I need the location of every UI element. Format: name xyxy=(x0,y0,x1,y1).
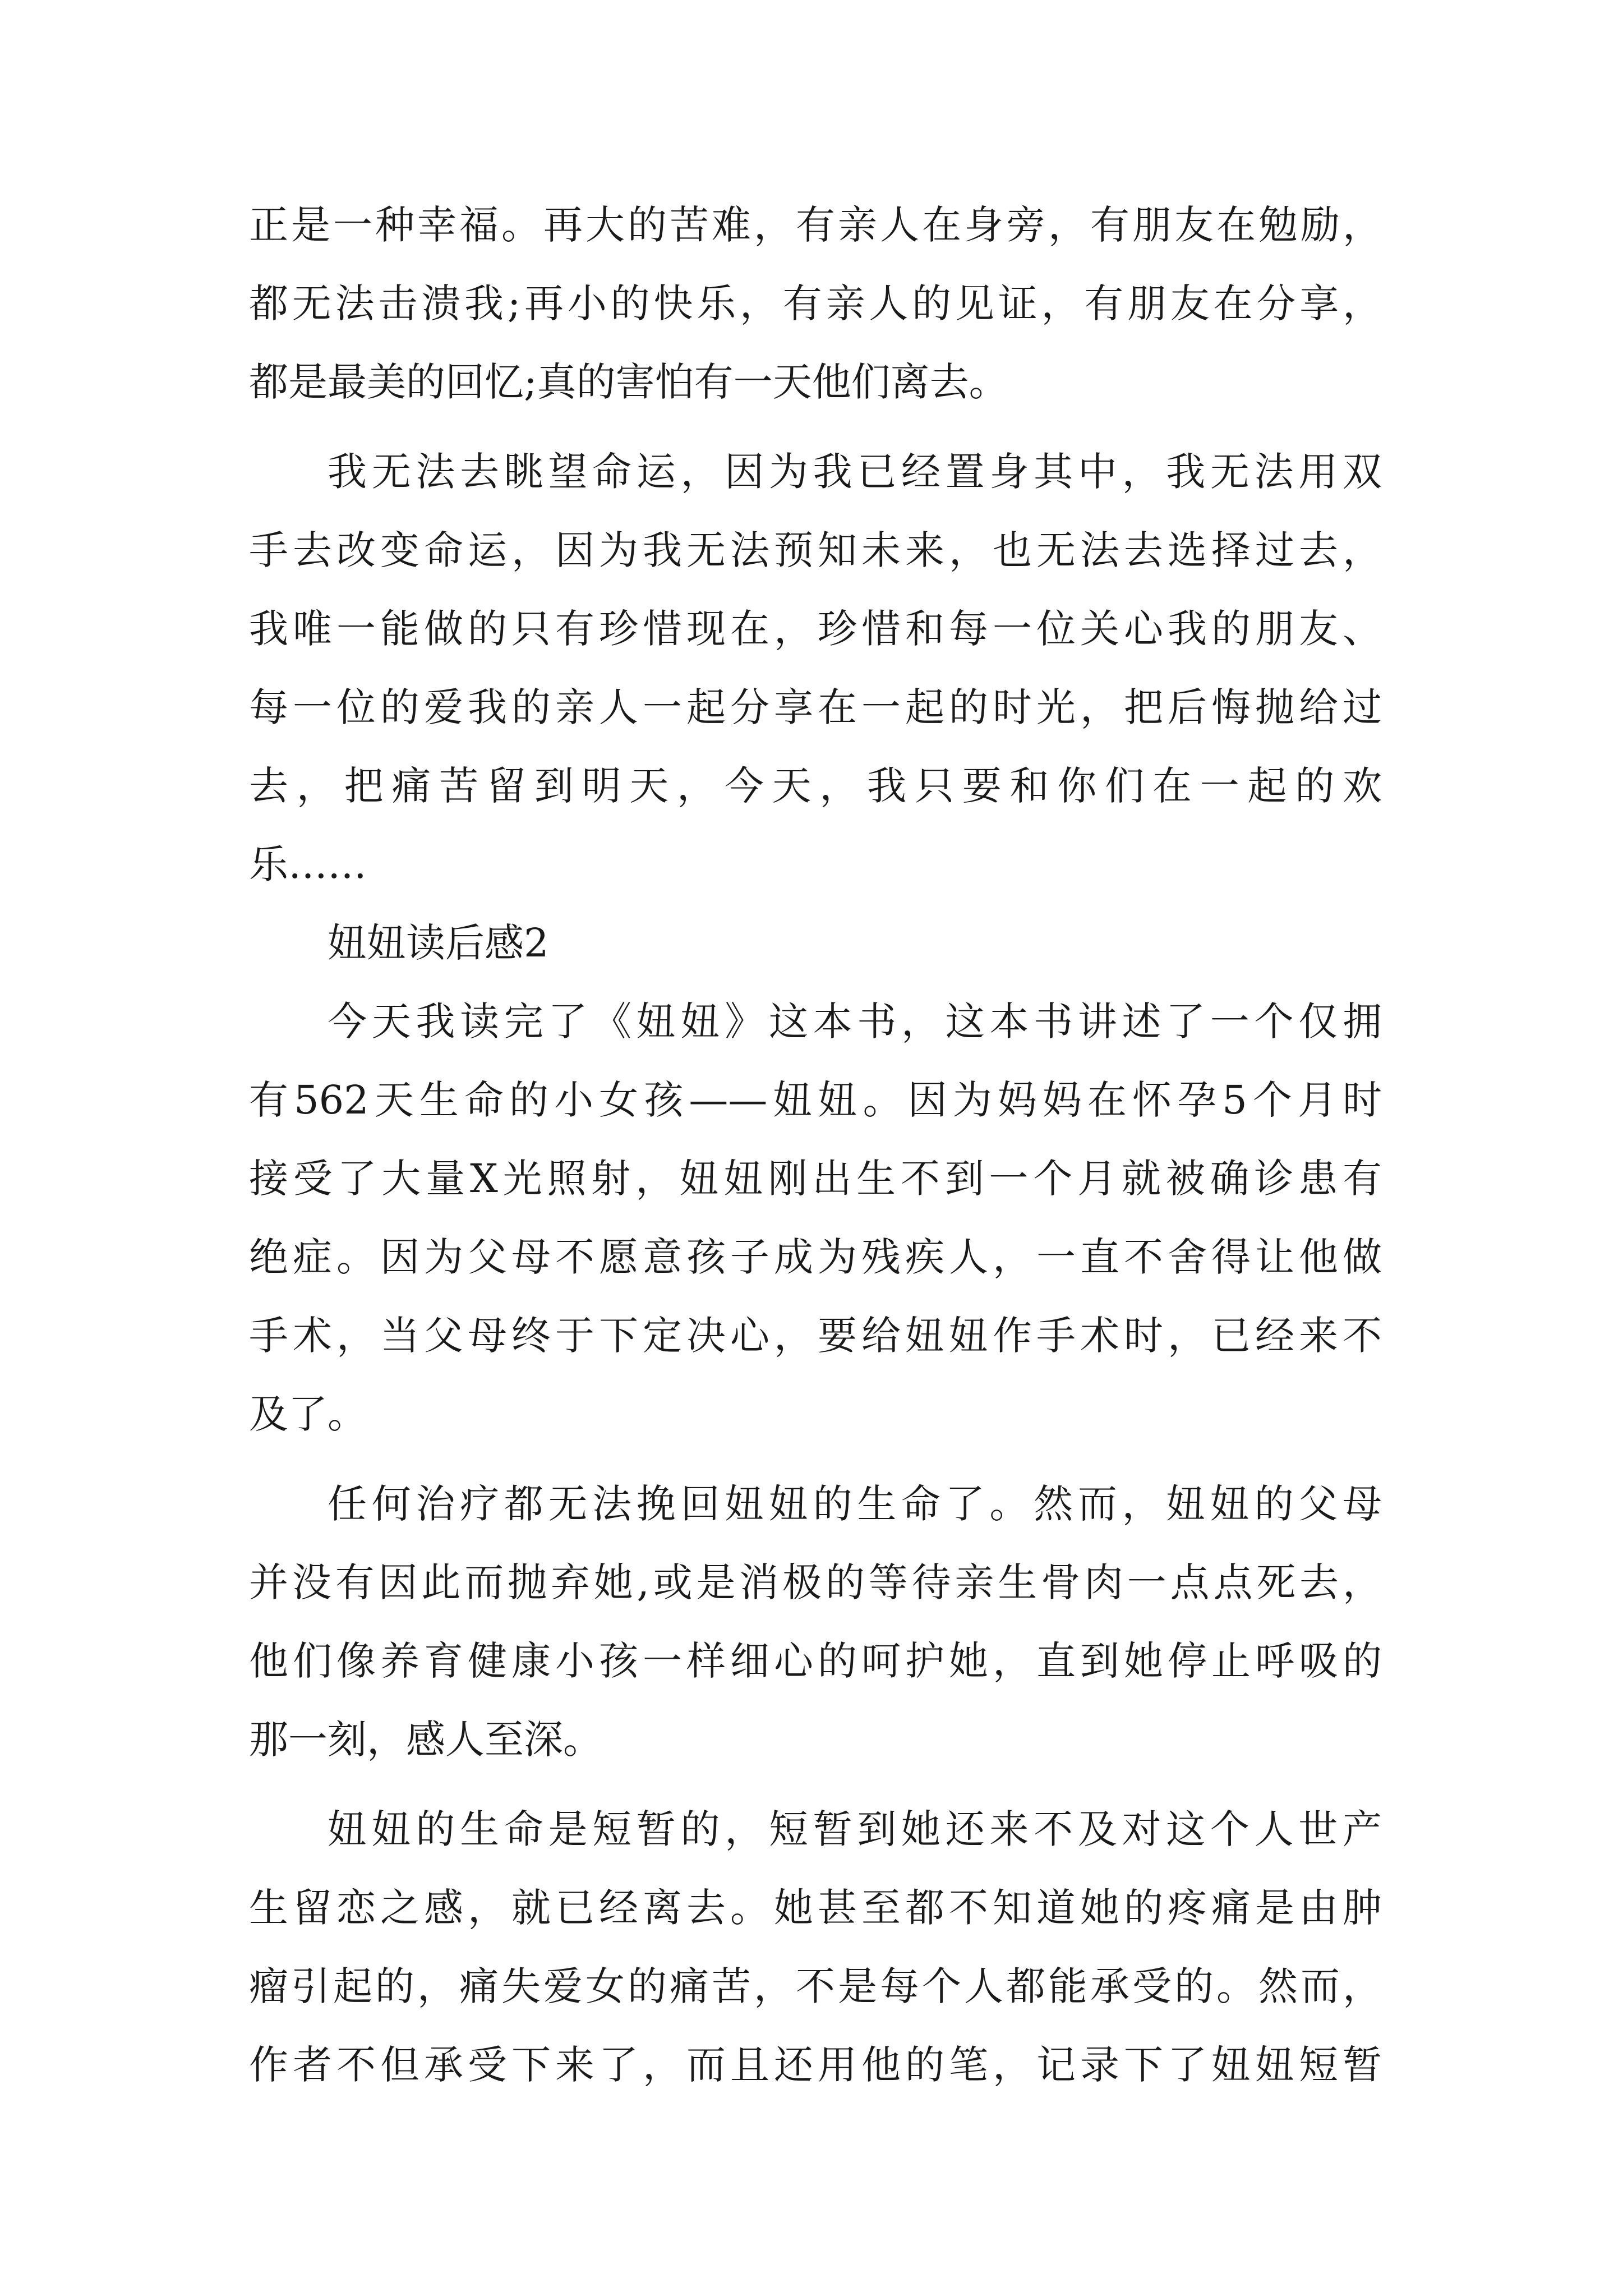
text-line-18: 并没有因此而抛弃她,或是消极的等待亲生骨肉一点点死去， xyxy=(249,1559,1382,1605)
text-line-5: 手去改变命运，因为我无法预知未来，也无法去选择过去， xyxy=(249,527,1382,573)
text-line-24: 作者不但承受下来了，而且还用他的笔，记录下了妞妞短暂 xyxy=(249,2042,1382,2088)
text-line-11: 今天我读完了《妞妞》这本书，这本书讲述了一个仅拥 xyxy=(328,999,1382,1045)
text-line-7: 每一位的爱我的亲人一起分享在一起的时光，把后悔抛给过 xyxy=(249,684,1382,730)
text-line-2: 都无法击溃我;再小的快乐，有亲人的见证，有朋友在分享， xyxy=(249,280,1382,326)
text-line-12: 有562天生命的小女孩——妞妞。因为妈妈在怀孕5个月时 xyxy=(249,1077,1382,1123)
text-line-22: 生留恋之感，就已经离去。她甚至都不知道她的疼痛是由肿 xyxy=(249,1885,1382,1931)
text-line-17: 任何治疗都无法挽回妞妞的生命了。然而，妞妞的父母 xyxy=(328,1481,1382,1527)
text-line-15: 手术，当父母终于下定决心，要给妞妞作手术时，已经来不 xyxy=(249,1313,1382,1359)
text-line-14: 绝症。因为父母不愿意孩子成为残疾人，一直不舍得让他做 xyxy=(249,1234,1382,1280)
text-line-1: 正是一种幸福。再大的苦难，有亲人在身旁，有朋友在勉励， xyxy=(249,202,1382,248)
text-line-4: 我无法去眺望命运，因为我已经置身其中，我无法用双 xyxy=(328,449,1382,495)
text-line-9: 乐…… xyxy=(249,841,367,887)
text-line-13: 接受了大量X光照射，妞妞刚出生不到一个月就被确诊患有 xyxy=(249,1156,1382,1202)
text-line-3: 都是最美的回忆;真的害怕有一天他们离去。 xyxy=(249,359,1008,405)
text-line-19: 他们像养育健康小孩一样细心的呵护她，直到她停止呼吸的 xyxy=(249,1638,1382,1684)
text-line-21: 妞妞的生命是短暂的，短暂到她还来不及对这个人世产 xyxy=(328,1806,1382,1852)
text-line-23: 瘤引起的，痛失爱女的痛苦，不是每个人都能承受的。然而， xyxy=(249,1963,1382,2009)
text-line-6: 我唯一能做的只有珍惜现在，珍惜和每一位关心我的朋友、 xyxy=(249,606,1382,652)
section-heading: 妞妞读后感2 xyxy=(328,920,549,966)
text-line-16: 及了。 xyxy=(249,1391,367,1437)
text-line-20: 那一刻，感人至深。 xyxy=(249,1717,602,1763)
text-line-8: 去，把痛苦留到明天，今天，我只要和你们在一起的欢 xyxy=(249,763,1382,809)
